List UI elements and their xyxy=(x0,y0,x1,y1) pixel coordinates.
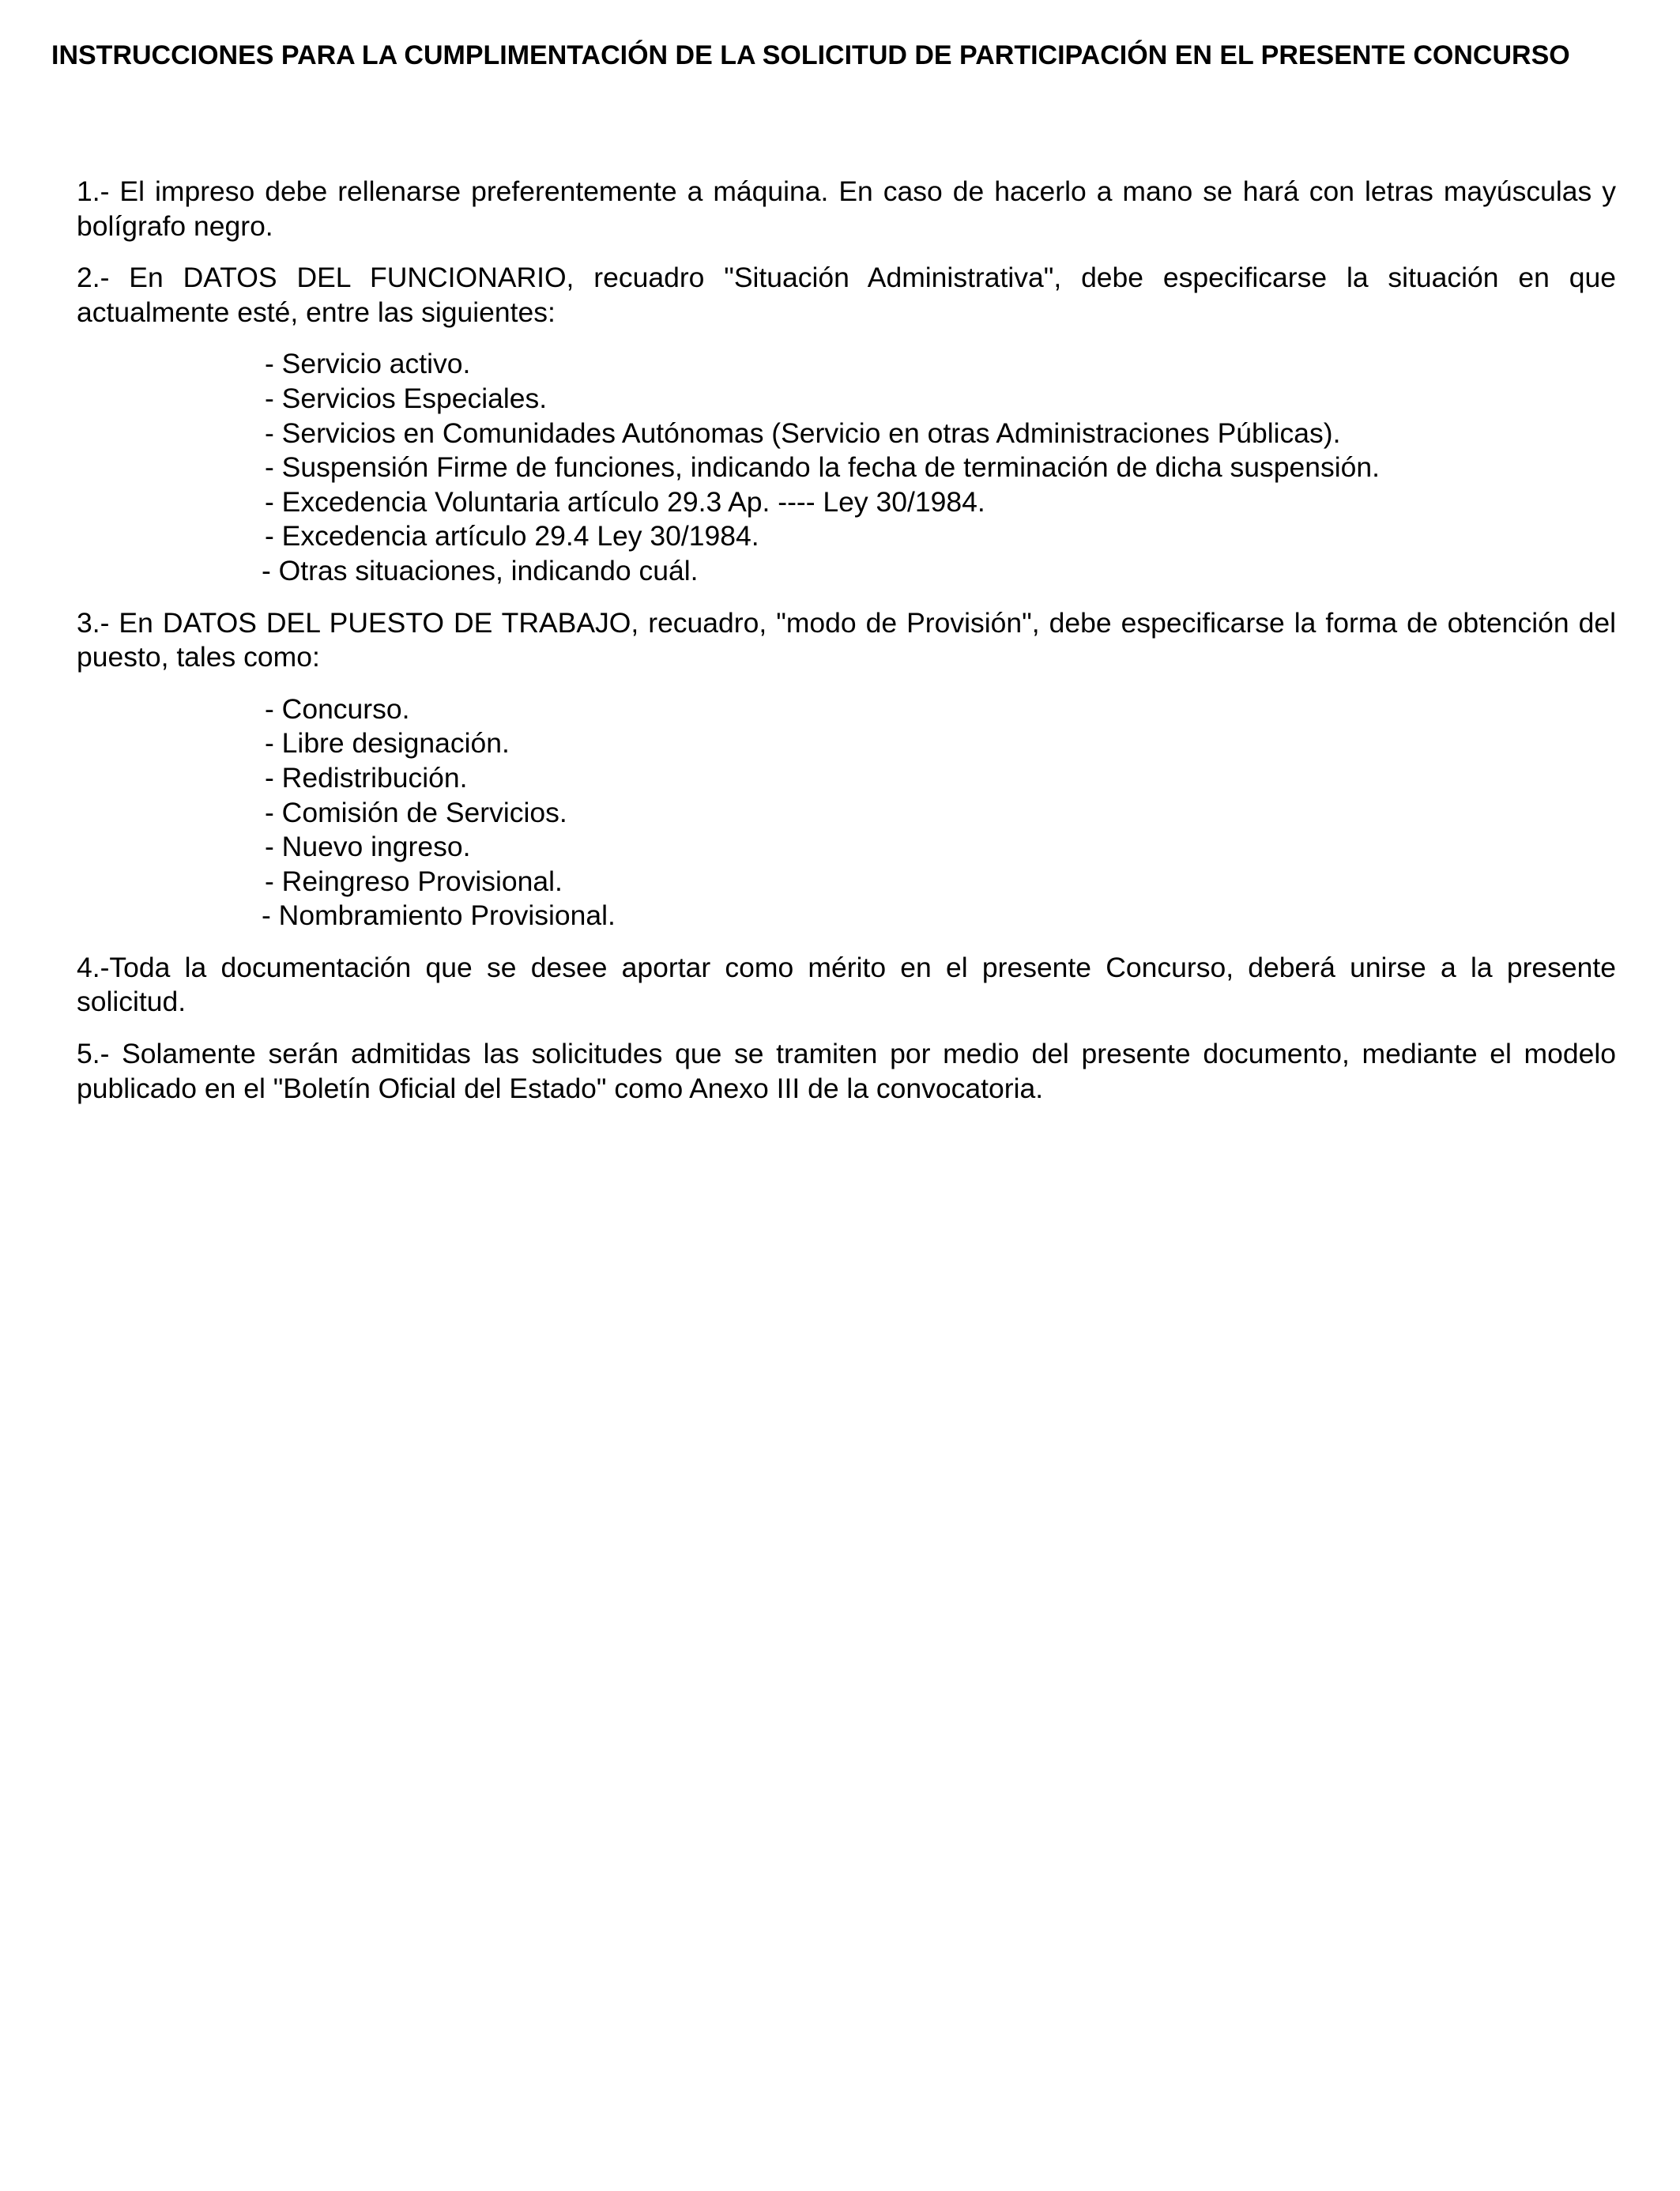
instruction-1: 1.- El impreso debe rellenarse preferentemente a máquina. En caso de hacerlo a mano se hará con letras mayúsculas y bolígrafo negro. xyxy=(77,175,1616,242)
list-item: - Nuevo ingreso. xyxy=(265,831,471,863)
document-title: INSTRUCCIONES PARA LA CUMPLIMENTACIÓN DE LA SOLICITUD DE PARTICIPACIÓN EN EL PRESENTE CONCURSO xyxy=(51,40,1570,70)
list-item: - Libre designación. xyxy=(265,727,510,760)
instruction-3: 3.- En DATOS DEL PUESTO DE TRABAJO, recuadro, "modo de Provisión", debe especificarse la forma de obtención del puesto, tales como: xyxy=(77,606,1616,673)
list-item: - Reingreso Provisional. xyxy=(265,865,563,897)
list-item: - Redistribución. xyxy=(265,761,468,794)
list-item: - Comisión de Servicios. xyxy=(265,796,567,828)
list-item: - Excedencia artículo 29.4 Ley 30/1984. xyxy=(265,520,759,552)
list-item: - Nombramiento Provisional. xyxy=(262,899,616,932)
instruction-5: 5.- Solamente serán admitidas las solicitudes que se tramiten por medio del presente documento, mediante el modelo publicado en el "Boletín Oficial del Estado" como Anexo III de la convocatoria. xyxy=(77,1038,1616,1104)
list-item: - Concurso. xyxy=(265,692,410,725)
instruction-2: 2.- En DATOS DEL FUNCIONARIO, recuadro "Situación Administrativa", debe especificarse la situación en que actualmente esté, entre las siguientes: xyxy=(77,262,1616,328)
list-item: - Suspensión Firme de funciones, indicando la fecha de terminación de dicha suspensión. xyxy=(265,451,1380,484)
list-item: - Servicios en Comunidades Autónomas (Servicio en otras Administraciones Públicas). xyxy=(265,417,1341,449)
situaciones-list xyxy=(77,347,1616,588)
list-item: - Servicio activo. xyxy=(265,348,471,380)
instruction-4: 4.-Toda la documentación que se desee aportar como mérito en el presente Concurso, deberá unirse a la presente solicitud. xyxy=(77,951,1616,1018)
list-item: - Servicios Especiales. xyxy=(265,382,548,414)
list-item: - Excedencia Voluntaria artículo 29.3 Ap. ---- Ley 30/1984. xyxy=(265,485,985,518)
provision-list xyxy=(77,692,1616,933)
instructions-body xyxy=(77,175,1616,1123)
list-item: - Otras situaciones, indicando cuál. xyxy=(262,554,699,586)
